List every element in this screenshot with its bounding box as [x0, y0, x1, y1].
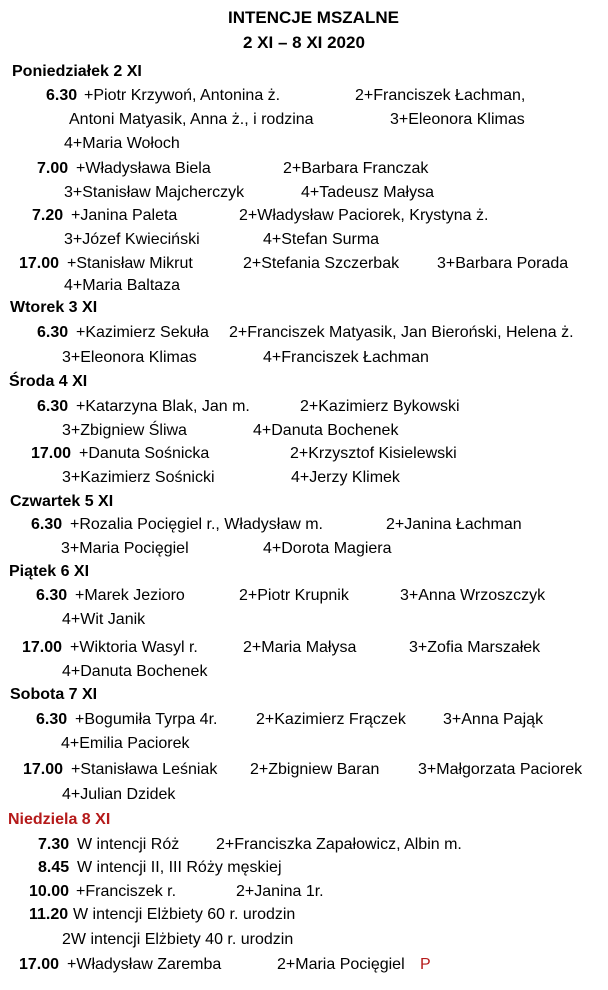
intention: 3+Anna Pająk — [443, 711, 544, 728]
day-heading-tuesday: Wtorek 3 XI — [10, 299, 98, 316]
intention: +Piotr Krzywoń, Antonina ż. — [84, 87, 281, 104]
mass-time: 7.30 — [38, 836, 70, 853]
intention: 3+Eleonora Klimas — [390, 111, 525, 128]
intention: W intencji II, III Róży męskiej — [77, 859, 282, 876]
intention: 4+Stefan Surma — [263, 231, 380, 248]
intention: 3+Małgorzata Paciorek — [418, 761, 583, 778]
intention: 3+Zofia Marszałek — [409, 639, 541, 656]
mass-time: 10.00 — [29, 883, 70, 900]
intention: 2+Kazimierz Frączek — [256, 711, 406, 728]
date-range: 2 XI – 8 XI 2020 — [243, 33, 365, 52]
intention: +Rozalia Pocięgiel r., Władysław m. — [70, 516, 323, 533]
mass-time: 7.00 — [37, 160, 69, 177]
day-heading-friday: Piątek 6 XI — [9, 563, 90, 580]
intention: 2+Krzysztof Kisielewski — [290, 445, 457, 462]
day-heading-sunday — [8, 810, 110, 830]
intention: +Stanisław Mikrut — [67, 255, 193, 272]
mass-time: 6.30 — [36, 711, 68, 728]
intention: +Władysław Zaremba — [67, 956, 222, 973]
intention: 2+Kazimierz Bykowski — [300, 398, 460, 415]
intention: 3+Stanisław Majcherczyk — [64, 184, 245, 201]
mass-time: 8.45 — [38, 859, 70, 876]
intention: 4+Franciszek Łachman — [263, 349, 429, 366]
intention: 4+Wit Janik — [62, 611, 146, 628]
mass-time: 17.00 — [31, 445, 72, 462]
intention: 3+Józef Kwieciński — [64, 231, 200, 248]
intention: 2+Zbigniew Baran — [250, 761, 380, 778]
intention: 3+Kazimierz Sośnicki — [62, 469, 215, 486]
intention: 4+Dorota Magiera — [263, 540, 392, 557]
intention: 2+Maria Pocięgiel — [277, 956, 405, 973]
intention: +Marek Jezioro — [75, 587, 185, 604]
mass-time: 6.30 — [46, 87, 78, 104]
intention: 3+Anna Wrzoszczyk — [400, 587, 546, 604]
intention: 2+Janina 1r. — [236, 883, 324, 900]
mass-time: 17.00 — [23, 761, 64, 778]
intention: 2+Franciszek Łachman, — [355, 87, 526, 104]
intention: 2W intencji Elżbiety 40 r. urodzin — [62, 931, 294, 948]
intention: 2+Franciszka Zapałowicz, Albin m. — [216, 836, 462, 853]
intention-marker: P — [420, 956, 431, 973]
mass-time: 7.20 — [32, 207, 64, 224]
intention: +Wiktoria Wasyl r. — [70, 639, 198, 656]
intention: 4+Maria Baltaza — [64, 277, 181, 294]
intention: 3+Maria Pocięgiel — [61, 540, 189, 557]
intention: 3+Eleonora Klimas — [62, 349, 197, 366]
intention: 3+Barbara Porada — [437, 255, 569, 272]
day-heading-thursday: Czwartek 5 XI — [10, 493, 114, 510]
intention: 4+Jerzy Klimek — [291, 469, 400, 486]
page-title: INTENCJE MSZALNE — [228, 8, 399, 27]
intention: 4+Emilia Paciorek — [61, 735, 190, 752]
intention: +Bogumiła Tyrpa 4r. — [75, 711, 218, 728]
intention: +Władysława Biela — [76, 160, 211, 177]
day-heading-label: Niedziela 8 XI — [8, 811, 111, 828]
intention: 4+Tadeusz Małysa — [301, 184, 434, 201]
mass-time: 11.20 — [29, 906, 69, 923]
mass-time: 17.00 — [22, 639, 63, 656]
intention: +Janina Paleta — [71, 207, 178, 224]
intention: 2+Barbara Franczak — [283, 160, 429, 177]
intention: +Katarzyna Blak, Jan m. — [76, 398, 250, 415]
intention: 2+Piotr Krupnik — [239, 587, 349, 604]
intention: 2+Franciszek Matyasik, Jan Bieroński, Helena ż. — [229, 324, 574, 341]
intention: 2+Stefania Szczerbak — [243, 255, 400, 272]
mass-time: 6.30 — [36, 587, 68, 604]
day-heading-saturday: Sobota 7 XI — [10, 686, 98, 703]
intention: +Franciszek r. — [76, 883, 177, 900]
intention: W intencji Elżbiety 60 r. urodzin — [73, 906, 296, 923]
intention: 3+Zbigniew Śliwa — [62, 422, 187, 439]
intention: 2+Maria Małysa — [243, 639, 357, 656]
intention: 4+Danuta Bochenek — [253, 422, 399, 439]
intention: +Danuta Sośnicka — [79, 445, 210, 462]
intention: 4+Danuta Bochenek — [62, 663, 208, 680]
mass-time: 17.00 — [19, 255, 60, 272]
intention: Antoni Matyasik, Anna ż., i rodzina — [69, 111, 314, 128]
day-heading-wednesday: Środa 4 XI — [9, 373, 88, 390]
mass-time: 6.30 — [37, 324, 69, 341]
intention: 2+Władysław Paciorek, Krystyna ż. — [239, 207, 489, 224]
mass-time: 6.30 — [37, 398, 69, 415]
intention: W intencji Róż — [77, 836, 180, 853]
intention: +Stanisława Leśniak — [71, 761, 218, 778]
mass-time: 6.30 — [31, 516, 63, 533]
intention: +Kazimierz Sekuła — [76, 324, 209, 341]
mass-time: 17.00 — [19, 956, 60, 973]
intention: 4+Julian Dzidek — [62, 786, 176, 803]
intention: 4+Maria Wołoch — [64, 135, 180, 152]
intention: 2+Janina Łachman — [386, 516, 522, 533]
day-heading-monday: Poniedziałek 2 XI — [12, 63, 142, 80]
